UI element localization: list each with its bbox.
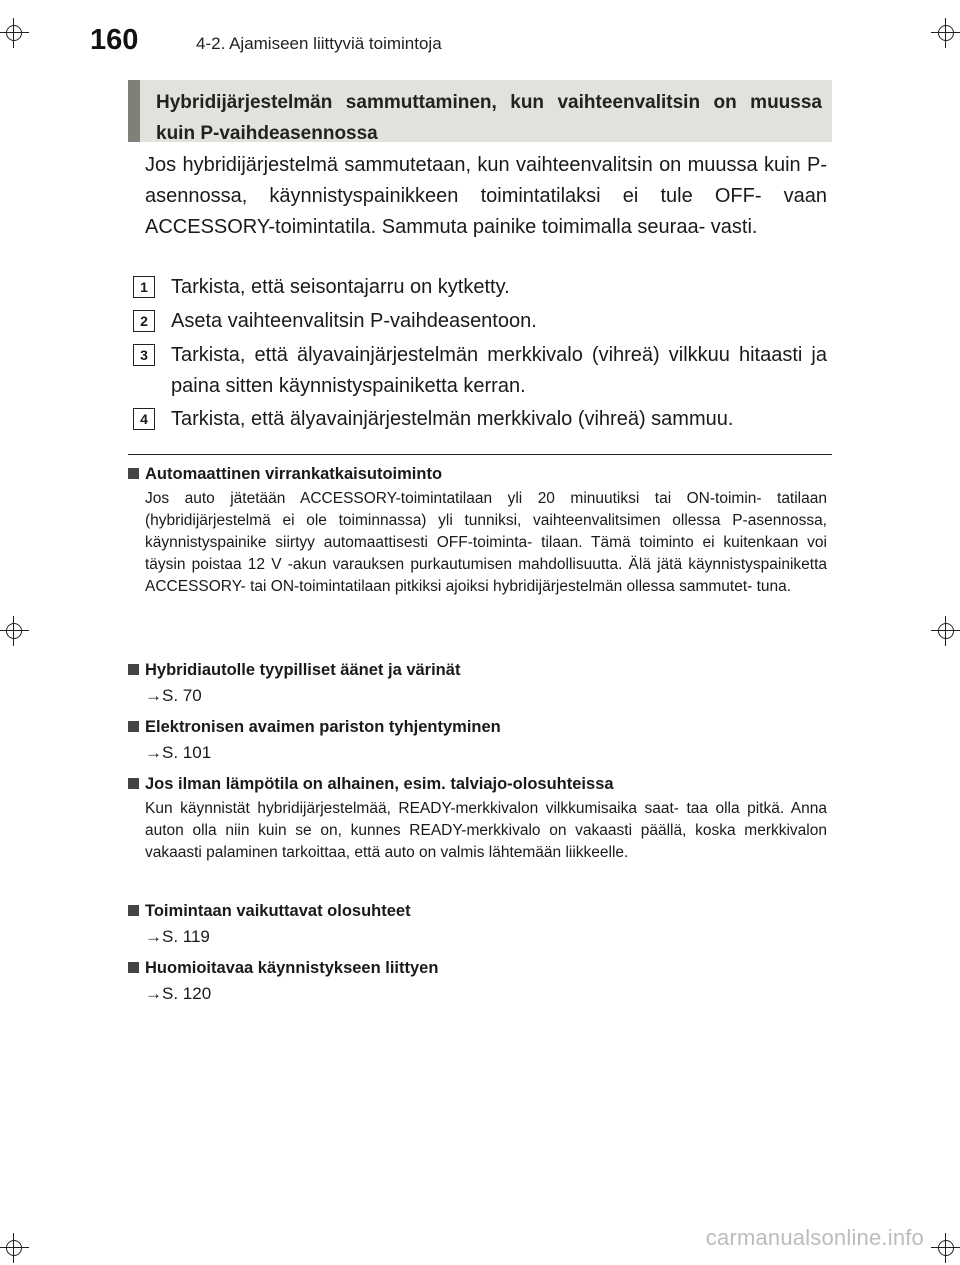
note-starting-notes [128, 957, 827, 1005]
step-text: Tarkista, että älyavainjärjestelmän merkkivalo (vihreä) sammuu. [171, 408, 734, 430]
step-1 [133, 272, 827, 303]
section-heading-box [128, 80, 832, 142]
bullet-square-icon [128, 721, 139, 732]
note-operating-conditions [128, 900, 827, 948]
note-hybrid-sounds [128, 659, 827, 707]
note-title: Jos ilman lämpötila on alhainen, esim. talviajo-olosuhteissa [145, 775, 614, 793]
note-title: Toimintaan vaikuttavat olosuhteet [145, 902, 411, 920]
step-text: Tarkista, että seisontajarru on kytketty. [171, 276, 510, 298]
step-text: Aseta vaihteenvalitsin P-vaihdeasentoon. [171, 310, 537, 332]
step-number: 1 [133, 276, 155, 298]
step-number: 2 [133, 310, 155, 332]
step-2 [133, 306, 827, 337]
bullet-square-icon [128, 905, 139, 916]
note-body: Jos auto jätetään ACCESSORY-toimintatilaan yli 20 minuutiksi tai ON-toimin- tatilaan (hybridijärjestelmä ei ole toiminnassa) yli tunniksi, vaihteenvalitsimen ollessa P-asennossa, käynnistyspainike siirtyy automaattisesti OFF-toiminta- tilaan. Tämä toiminto ei kuitenkaan voi täysin poistaa 12 V -akun varauksen purkautumisen mahdollisuutta. Älä jätä käynnistyspainiketta ACCESSORY- tai ON-toimintatilaan pitkiksi ajoiksi hybridijärjestelmän ollessa sammutet- tuna. [145, 490, 827, 595]
page-number: 160 [90, 24, 139, 56]
crop-mark-icon [931, 18, 960, 48]
crop-mark-icon [0, 1233, 29, 1263]
page-reference-link[interactable]: →S. 120 [145, 984, 212, 1003]
note-key-battery [128, 716, 827, 764]
intro-paragraph: Jos hybridijärjestelmä sammutetaan, kun vaihteenvalitsin on muussa kuin P-asennossa, käynnistyspainikkeen toimintatilaksi ei tule OFF- vaan ACCESSORY-toimintatila. Sammuta painike toimimalla seuraa- vasti. [145, 154, 827, 238]
page-reference-link[interactable]: →S. 101 [145, 743, 212, 762]
bullet-square-icon [128, 778, 139, 789]
bullet-square-icon [128, 468, 139, 479]
section-title: Hybridijärjestelmän sammuttaminen, kun vaihteenvalitsin on muussa kuin P-vaihdeasennossa [156, 92, 822, 144]
step-number: 3 [133, 344, 155, 366]
note-body: Kun käynnistät hybridijärjestelmää, READY-merkkivalon vilkkumisaika saat- taa olla pitkä. Anna auton olla niin kuin se on, kunnes READY-merkkivalo on vakaasti päällä, koska merkkivalon vakaasti palaminen tarkoittaa, että auto on valmis lähtemään liikkeelle. [145, 800, 827, 861]
page-reference-link[interactable]: →S. 119 [145, 927, 210, 946]
crop-mark-icon [0, 616, 29, 646]
note-auto-power-off [128, 463, 827, 598]
crop-mark-icon [931, 1233, 960, 1263]
watermark: carmanualsonline.info [705, 1225, 924, 1250]
page-reference-link[interactable]: →S. 70 [145, 686, 202, 705]
section-divider [128, 454, 832, 455]
note-title: Hybridiautolle tyypilliset äänet ja värinät [145, 661, 461, 679]
note-title: Automaattinen virrankatkaisutoiminto [145, 465, 443, 483]
bullet-square-icon [128, 962, 139, 973]
bullet-square-icon [128, 664, 139, 675]
running-header: 4-2. Ajamiseen liittyviä toimintoja [196, 34, 442, 53]
crop-mark-icon [0, 18, 29, 48]
step-text: Tarkista, että älyavainjärjestelmän merkkivalo (vihreä) vilkkuu hitaasti ja paina sitten käynnistyspainiketta kerran. [171, 344, 827, 397]
step-number: 4 [133, 408, 155, 430]
step-3 [133, 340, 827, 402]
crop-mark-icon [931, 616, 960, 646]
note-title: Huomioitavaa käynnistykseen liittyen [145, 959, 439, 977]
note-title: Elektronisen avaimen pariston tyhjentyminen [145, 718, 501, 736]
step-4 [133, 404, 827, 435]
note-low-temperature [128, 773, 827, 864]
